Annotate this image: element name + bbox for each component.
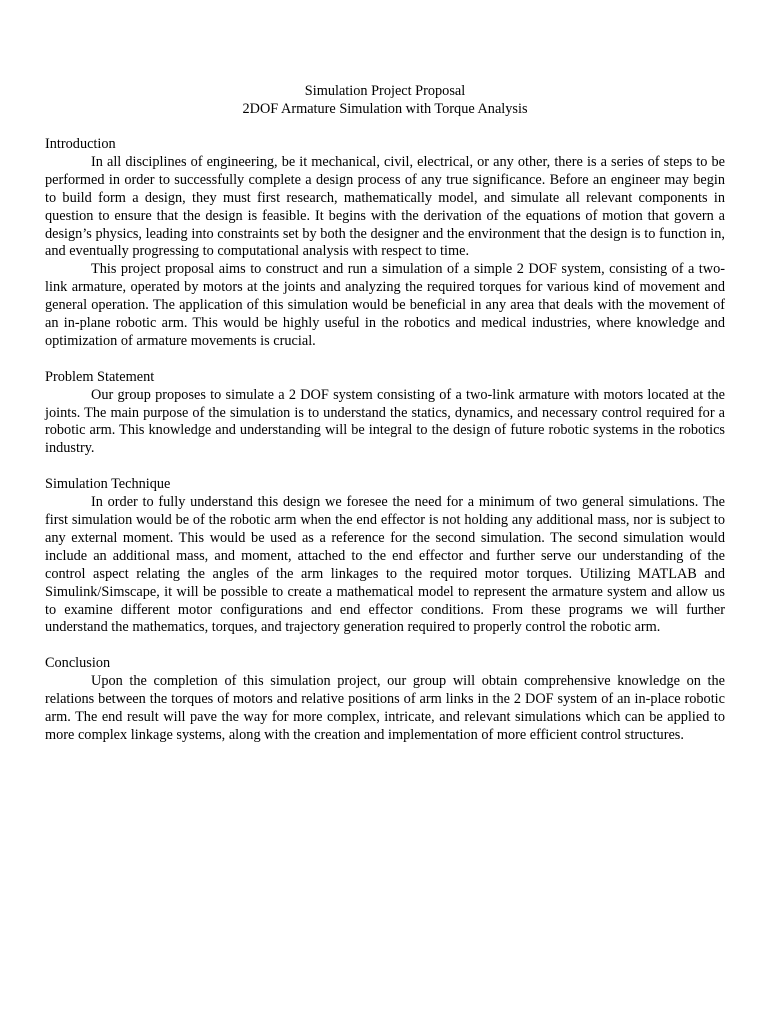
section-conclusion [45, 655, 725, 745]
section-heading: Conclusion [45, 655, 111, 672]
section-heading: Introduction [45, 136, 116, 152]
section-heading: Problem Statement [45, 368, 155, 385]
title-block [45, 83, 725, 119]
paragraph: This project proposal aims to construct and run a simulation of a simple 2 DOF system, consisting of a two-link armature, operated by motors at the joints and analyzing the required torques for various kind of movement and general operation. The application of this simulation would be beneficial in any area that deals with the movement of an in-plane robotic arm. This would be highly useful in the robotics and medical industries, where knowledge and optimization of armature movements is crucial. [45, 261, 725, 349]
paragraph: Upon the completion of this simulation project, our group will obtain comprehensive knowledge on the relations between the torques of motors and relative positions of arm links in the 2 DOF system of an in-place robotic arm. The end result will pave the way for more complex, intricate, and relevant simulations which can be applied to more complex linkage systems, along with the creation and implementation of more efficient control structures. [45, 673, 725, 743]
paragraph: Our group proposes to simulate a 2 DOF system consisting of a two-link armature with motors located at the joints. The main purpose of the simulation is to understand the statics, dynamics, and necessary control required for a robotic arm. This knowledge and understanding will be integral to the design of future robotic systems in the robotics industry. [45, 386, 725, 457]
document-subtitle: 2DOF Armature Simulation with Torque Analysis [242, 100, 528, 117]
section-simulation-technique [45, 476, 725, 637]
document-body [45, 136, 725, 763]
paragraph: In order to fully understand this design we foresee the need for a minimum of two general simulations. The first simulation would be of the robotic arm when the end effector is not holding any additional mass, nor is subject to any external moment. This would be used as a reference for the second simulation. The second simulation would include an additional mass, and moment, attached to the end effector and further serve our understanding of the control aspect relating the angles of the arm linkages to the required motor torques. Utilizing MATLAB and Simulink/Simscape, it will be possible to create a mathematical model to represent the armature system and allow us to examine different motor configurations and end effector conditions. From these programs we will further understand the mathematics, torques, and trajectory generation required to properly control the robotic arm. [45, 494, 725, 636]
document-title: Simulation Project Proposal [304, 83, 466, 99]
section-introduction [45, 136, 725, 351]
section-problem-statement [45, 369, 725, 459]
paragraph: In all disciplines of engineering, be it mechanical, civil, electrical, or any other, there is a series of steps to be performed in order to successfully complete a design process of any true significance. Before an engineer may begin to build form a design, they must first research, mathematically model, and simulate all relevant components in question to ensure that the design is feasible. It begins with the derivation of the equations of motion that govern a design’s physics, leading into constraints set by both the designer and the environment that the design is to function in, and eventually progressing to computational analysis with respect to time. [45, 153, 725, 260]
section-heading: Simulation Technique [45, 476, 171, 493]
